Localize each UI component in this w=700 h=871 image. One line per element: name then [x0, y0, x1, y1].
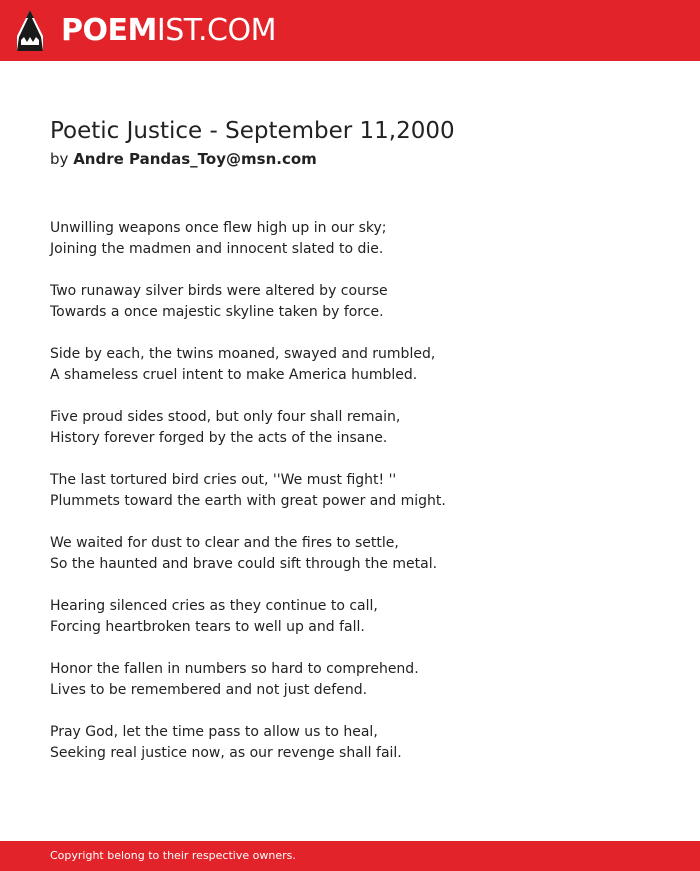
poem-title: Poetic Justice - September 11,2000: [50, 118, 455, 144]
poem-line: Plummets toward the earth with great power and might.: [50, 493, 446, 509]
logo-bold-text: POEM: [61, 13, 157, 48]
poem-line: Towards a once majestic skyline taken by force.: [50, 304, 384, 320]
stanza: [50, 596, 670, 638]
poem-line: Honor the fallen in numbers so hard to comprehend.: [50, 661, 419, 677]
poem-line: The last tortured bird cries out, ''We must fight! '': [50, 472, 397, 488]
poem-line: Hearing silenced cries as they continue to call,: [50, 598, 378, 614]
poem-line: A shameless cruel intent to make America humbled.: [50, 367, 418, 383]
stanza: [50, 722, 670, 764]
poem-line: So the haunted and brave could sift through the metal.: [50, 556, 438, 572]
stanza: [50, 659, 670, 701]
site-header: [0, 0, 700, 61]
poem-line: Five proud sides stood, but only four shall remain,: [50, 409, 401, 425]
stanza: [50, 344, 670, 386]
poem-line: Forcing heartbroken tears to well up and fall.: [50, 619, 365, 635]
site-logo[interactable]: [61, 11, 276, 51]
stanza: [50, 218, 670, 260]
poem-line: History forever forged by the acts of the insane.: [50, 430, 388, 446]
poem-line: Lives to be remembered and not just defend.: [50, 682, 368, 698]
site-footer: [0, 841, 700, 871]
byline: [50, 148, 317, 170]
poem-body: [50, 218, 670, 785]
copyright-text: Copyright belong to their respective owners.: [50, 849, 296, 862]
poem-line: Side by each, the twins moaned, swayed and rumbled,: [50, 346, 436, 362]
pencil-tip-icon[interactable]: [17, 10, 43, 51]
poem-line: Joining the madmen and innocent slated to die.: [50, 241, 384, 257]
stanza: [50, 407, 670, 449]
logo-light-text: IST.COM: [156, 13, 276, 48]
poem-line: Unwilling weapons once flew high up in our sky;: [50, 220, 387, 236]
poem-line: Seeking real justice now, as our revenge shall fail.: [50, 745, 402, 761]
stanza: [50, 470, 670, 512]
stanza: [50, 533, 670, 575]
author-name: Andre Pandas_Toy@msn.com: [73, 150, 317, 168]
poem-line: Pray God, let the time pass to allow us to heal,: [50, 724, 378, 740]
by-label: by: [50, 150, 69, 168]
stanza: [50, 281, 670, 323]
poem-line: We waited for dust to clear and the fires to settle,: [50, 535, 399, 551]
poem-line: Two runaway silver birds were altered by course: [50, 283, 388, 299]
